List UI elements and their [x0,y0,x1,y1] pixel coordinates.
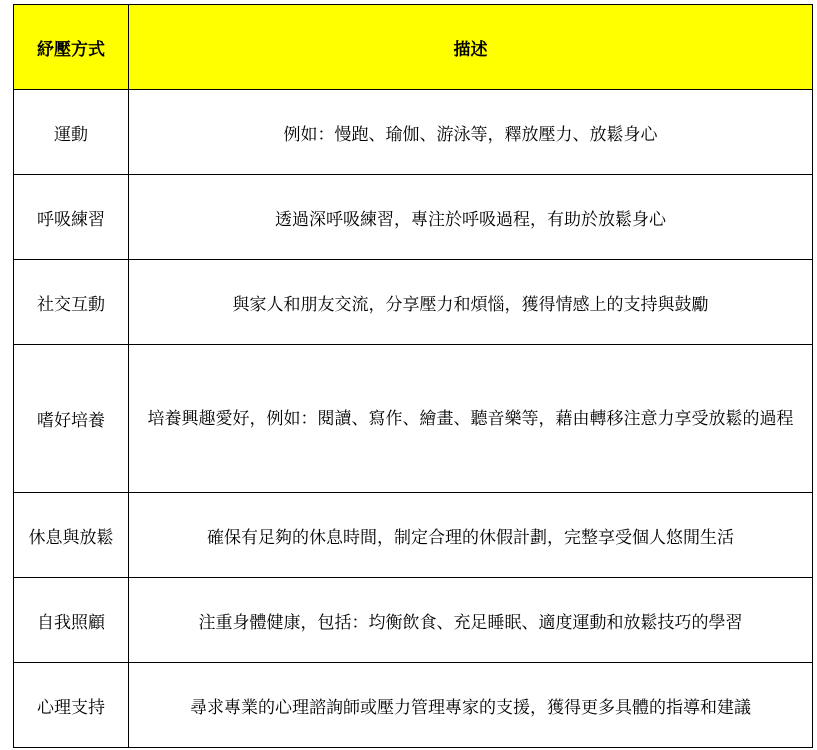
method-cell: 呼吸練習 [14,175,129,260]
table-row [14,345,813,493]
description-cell: 培養興趣愛好，例如：閱讀、寫作、繪畫、聽音樂等，藉由轉移注意力享受放鬆的過程 [129,345,813,493]
description-cell: 尋求專業的心理諮詢師或壓力管理專家的支援，獲得更多具體的指導和建議 [129,663,813,748]
table-row [14,260,813,345]
header-description: 描述 [129,5,813,90]
method-cell: 休息與放鬆 [14,493,129,578]
method-cell: 自我照顧 [14,578,129,663]
table-row [14,493,813,578]
method-cell: 心理支持 [14,663,129,748]
header-method: 紓壓方式 [14,5,129,90]
description-cell: 例如：慢跑、瑜伽、游泳等，釋放壓力、放鬆身心 [129,90,813,175]
method-cell: 嗜好培養 [14,345,129,493]
table-body [14,90,813,748]
table-row [14,578,813,663]
method-cell: 社交互動 [14,260,129,345]
description-cell: 與家人和朋友交流，分享壓力和煩惱，獲得情感上的支持與鼓勵 [129,260,813,345]
method-cell: 運動 [14,90,129,175]
table-row [14,175,813,260]
table-row [14,663,813,748]
description-cell: 注重身體健康，包括：均衡飲食、充足睡眠、適度運動和放鬆技巧的學習 [129,578,813,663]
description-cell: 確保有足夠的休息時間，制定合理的休假計劃，完整享受個人悠閒生活 [129,493,813,578]
stress-relief-table [13,4,813,748]
description-cell: 透過深呼吸練習，專注於呼吸過程，有助於放鬆身心 [129,175,813,260]
table-row [14,90,813,175]
header-row [14,5,813,90]
table-header [14,5,813,90]
